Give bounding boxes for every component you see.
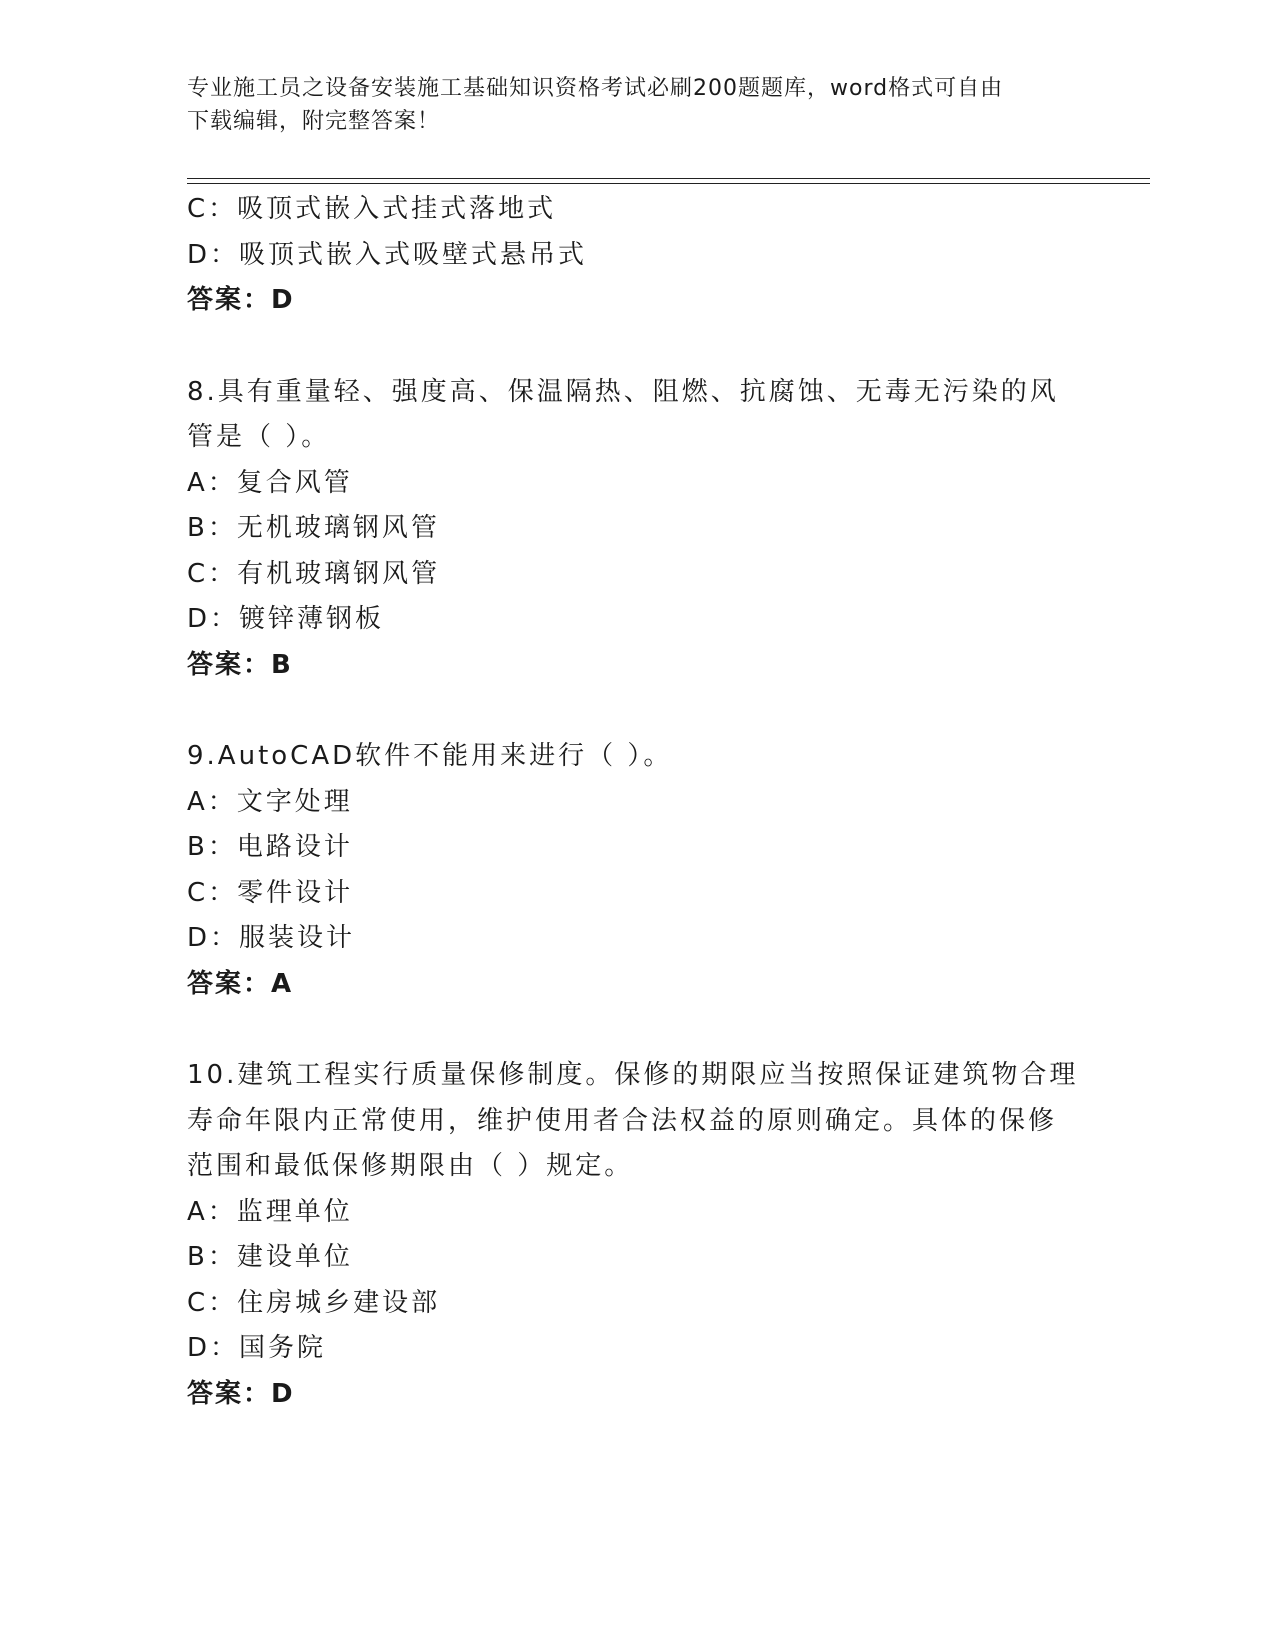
question-content xyxy=(187,187,1087,1417)
option-b: B：无机玻璃钢风管 xyxy=(187,513,440,543)
option-b: B：电路设计 xyxy=(187,832,353,862)
header-divider-bottom xyxy=(187,183,1150,184)
option-d: D：国务院 xyxy=(187,1333,327,1363)
option-d: D：吸顶式嵌入式吸壁式悬吊式 xyxy=(187,239,588,270)
question-10 xyxy=(187,1053,1087,1417)
question-text-line: 管是（ ）。 xyxy=(187,422,331,452)
question-text-line: 8.具有重量轻、强度高、保温隔热、阻燃、抗腐蚀、无毒无污染的风 xyxy=(187,376,1059,407)
answer-label: 答案：D xyxy=(187,1378,295,1409)
previous-question-tail xyxy=(187,187,1087,324)
question-text-line: 9.AutoCAD软件不能用来进行（ ）。 xyxy=(187,741,673,771)
question-text-line: 寿命年限内正常使用，维护使用者合法权益的原则确定。具体的保修 xyxy=(187,1105,1058,1136)
question-8 xyxy=(187,370,1087,689)
question-9 xyxy=(187,734,1087,1007)
header-divider-top xyxy=(187,178,1150,179)
option-c: C：有机玻璃钢风管 xyxy=(187,558,441,589)
question-text-line: 范围和最低保修期限由（ ）规定。 xyxy=(187,1151,634,1181)
answer-label: 答案：D xyxy=(187,285,295,315)
option-c: C：零件设计 xyxy=(187,877,354,908)
header-line-1: 专业施工员之设备安装施工基础知识资格考试必刷200题题库，word格式可自由 xyxy=(187,76,1004,101)
option-a: A：文字处理 xyxy=(187,786,353,817)
option-c: C：住房城乡建设部 xyxy=(187,1287,441,1318)
option-c: C：吸顶式嵌入式挂式落地式 xyxy=(187,194,557,224)
option-d: D：镀锌薄钢板 xyxy=(187,604,385,634)
question-text-line: 10.建筑工程实行质量保修制度。保修的期限应当按照保证建筑物合理 xyxy=(187,1060,1079,1090)
header-line-2: 下载编辑，附完整答案！ xyxy=(187,109,441,134)
option-d: D：服装设计 xyxy=(187,923,356,953)
option-a: A：监理单位 xyxy=(187,1196,353,1227)
answer-label: 答案：A xyxy=(187,968,294,999)
option-b: B：建设单位 xyxy=(187,1242,353,1272)
document-header xyxy=(187,72,1087,138)
answer-label: 答案：B xyxy=(187,649,293,680)
option-a: A：复合风管 xyxy=(187,467,353,498)
